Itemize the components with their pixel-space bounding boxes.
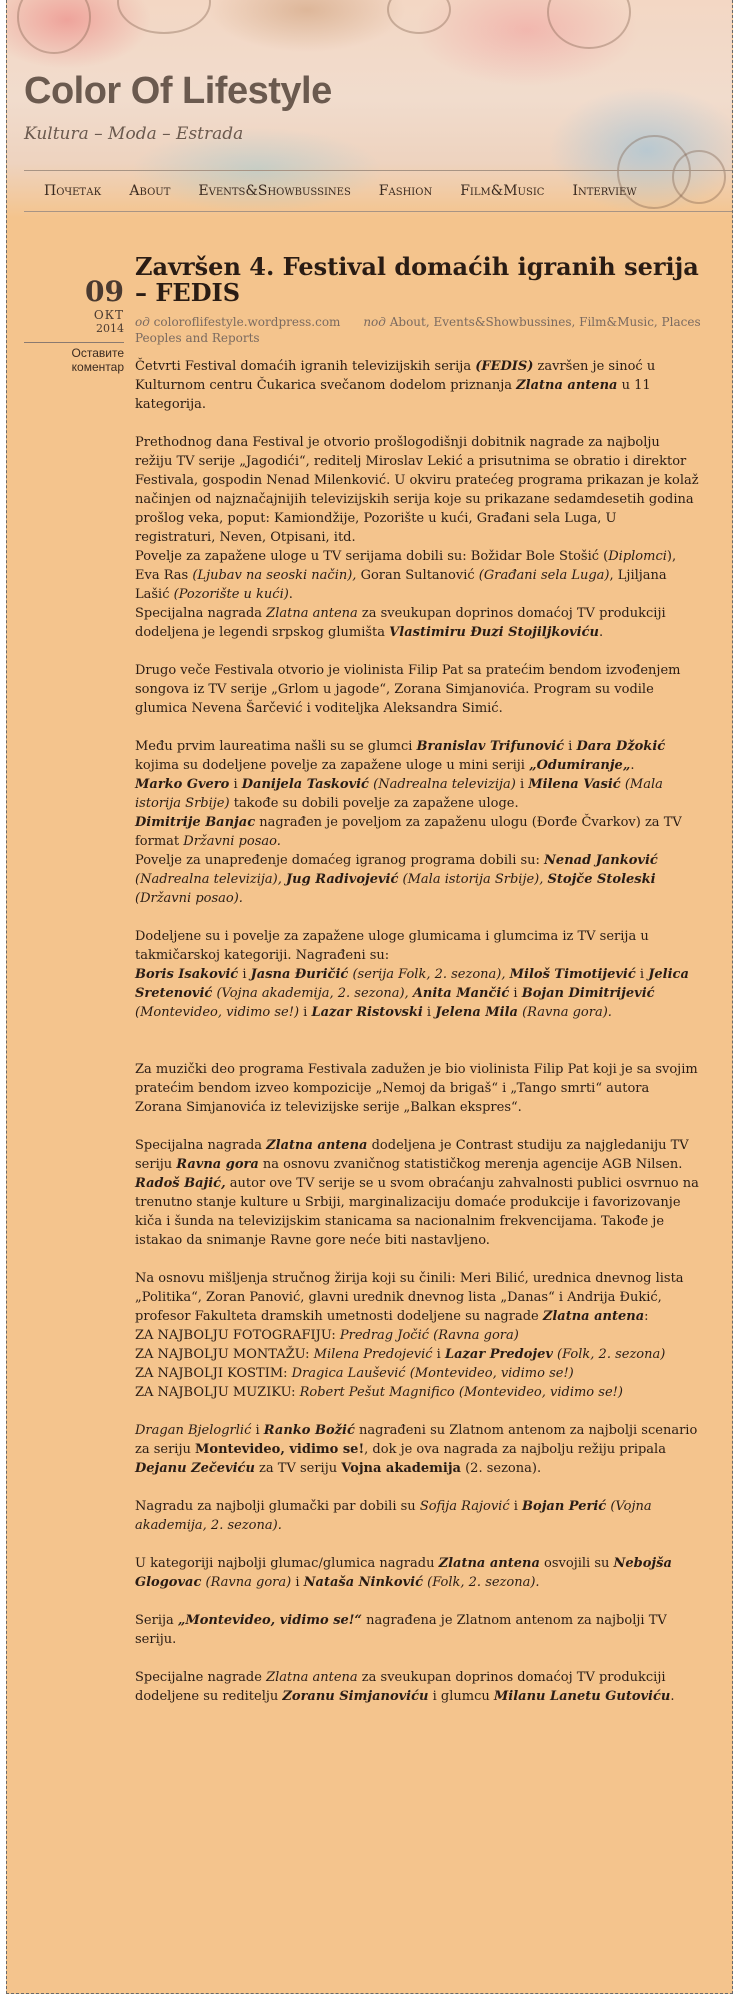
paragraph: Specijalna nagrada Zlatna antena za sveukupan doprinos domaćoj TV produkciji dodeljena je legendi srpskog glumišta Vlastimiru Đuzi Stojiljkoviću. — [135, 606, 666, 640]
paragraph: Povelje za zapažene uloge u TV serijama dobili su: Božidar Bole Stošić (Diplomci), Eva Ras (Ljubav na seoski način), Goran Sultanović (Građani sela Luga), Ljiljana Lašić (Pozorište u kući). — [135, 549, 677, 602]
paragraph: Dragan Bjelogrlić i Ranko Božić nagrađeni su Zlatnom antenom za najbolji scenario za seriju Montevideo, vidimo se!, dok je ova nagrada za najbolju režiju pripala Dejanu Zečeviću za TV seriju Vojna akademija (2. sezona). — [135, 1423, 698, 1476]
paragraph: Radoš Bajić, autor ove TV serije se u svom obraćanju zahvalnosti publici osvrnuo na trenutno stanje kulture u Srbiji, marginalizaciju domaće produkcije i favorizovanje kiča i šunda na televizijskim stanicama sa nacionalnim frekvencijama. Takođe je istakao da snimanje Ravne gore neće biti nastavljeno. — [135, 1176, 699, 1248]
paragraph: Specijalne nagrade Zlatna antena za sveukupan doprinos domaćoj TV produkciji dodeljene su reditelju Zoranu Simjanoviću i glumcu Milanu Lanetu Gutoviću. — [135, 1670, 675, 1704]
award-line: ZA NAJBOLJU MUZIKU: Robert Pešut Magnifico (Montevideo, vidimo se!) — [135, 1385, 623, 1400]
decorative-swirl — [17, 0, 91, 54]
paragraph: Dimitrije Banjac nagrađen je poveljom za zapaženu ulogu (Đorđe Čvarkov) za TV format Državni posao. — [135, 815, 682, 849]
paragraph: Drugo veče Festivala otvorio je violinista Filip Pat sa pratećim bendom izvođenjem songova iz TV serije „Grlom u jagode“, Zorana Simjanovića. Program su vodile glumica Nevena Šarčević i voditeljka Aleksandra Simić. — [135, 663, 681, 716]
paragraph: Na osnovu mišljenja stručnog žirija koji su činili: Meri Bilić, urednica dnevnog lista „Politika“, Zoran Panović, glavni urednik dnevnog lista „Danas“ i Andrija Đukić, profesor Fakulteta dramskih umetnosti dodeljene su nagrade Zlatna antena: — [135, 1271, 684, 1324]
post-title[interactable]: Završen 4. Festival domaćih igranih serija – FEDIS — [135, 252, 699, 307]
paragraph: Četvrti Festival domaćih igranih televizijskih serija (FEDIS) završen je sinoć u Kulturnom centru Čukarica svečanom dodelom priznanja Zlatna antena u 11 kategorija. — [135, 359, 656, 412]
decorative-swirl — [387, 0, 451, 34]
nav-item-about[interactable]: About — [129, 183, 171, 199]
site-tagline: Kultura – Moda – Estrada — [24, 124, 244, 144]
decorative-swirl — [547, 0, 631, 49]
post-date — [24, 275, 124, 335]
decorative-swirl — [117, 0, 211, 34]
award-line: ZA NAJBOLJU FOTOGRAFIJU: Predrag Jočić (Ravna gora) — [135, 1328, 519, 1343]
leave-comment-link[interactable]: Оставите коментар — [24, 342, 124, 374]
award-line: ZA NAJBOLJI KOSTIM: Dragica Laušević (Montevideo, vidimo se!) — [135, 1366, 574, 1381]
nav-item-interview[interactable]: Interview — [572, 183, 637, 199]
author-label: од — [135, 315, 150, 329]
award-line: ZA NAJBOLJU MONTAŽU: Milena Predojević i Lazar Predojev (Folk, 2. sezona) — [135, 1347, 666, 1362]
site-title[interactable]: Color Of Lifestyle — [24, 70, 332, 112]
paragraph: Prethodnog dana Festival je otvorio prošlogodišnji dobitnik nagrade za najbolju režiju TV serije „Jagodići“, reditelj Miroslav Lekić a prisutnima se obratio i direktor Festivala, gospodin Nenad Milenković. U okviru pratećeg programa prikazan je kolaž načinjen od najznačajnijih televizijskih serija koje su prikazane sedamdesetih godina prošlog veka, poput: Kamiondžije, Pozorište u kući, Građani sela Luga, U registraturi, Neven, Otpisani, itd. — [135, 435, 699, 545]
page — [6, 0, 733, 1994]
post-date-month: ОКТ — [93, 308, 124, 322]
paragraph: Marko Gvero i Danijela Tasković (Nadrealna televizija) i Milena Vasić (Mala istorija Srbije) takođe su dobili povelje za zapažene uloge. — [135, 777, 663, 811]
paragraph: Specijalna nagrada Zlatna antena dodeljena je Contrast studiju za najgledaniju TV seriju Ravna gora na osnovu zvaničnog statističkog merenja agencije AGB Nilsen. — [135, 1138, 689, 1172]
post-date-year: 2014 — [96, 322, 124, 335]
paragraph: Serija „Montevideo, vidimo se!“ nagrađena je Zlatnom antenom za najbolji TV seriju. — [135, 1613, 667, 1647]
paragraph: Među prvim laureatima našli su se glumci Branislav Trifunović i Dara Džokić kojima su dodeljene povelje za zapažene uloge u mini seriji „Odumiranje„. — [135, 739, 666, 773]
author-link[interactable]: coloroflifestyle.wordpress.com — [153, 315, 341, 329]
category-links[interactable]: About, Events&Showbussines, Film&Music, Places Peoples and Reports — [135, 315, 701, 345]
paragraph: Dodeljene su i povelje za zapažene uloge glumicama i glumcima iz TV serija u takmičarskoj kategoriji. Nagrađeni su: Boris Isaković i Jasna Đuričić (serija Folk, 2. sezona), Miloš Timotijević i Jelica Sretenović (Vojna akademija, 2. sezona), Anita Mančić i Bojan Dimitrijević (Montevideo, vidimo se!) i Lazar Ristovski i Jelena Mila (Ravna gora). — [135, 929, 689, 1020]
header-banner — [7, 0, 732, 218]
paragraph: Za muzički deo programa Festivala zadužen je bio violinista Filip Pat koji je sa svojim pratećim bendom izveo kompozicije „Nemoj da brigaš“ i „Tango smrti“ autora Zorana Simjanovića iz televizijske serije „Balkan ekspres“. — [135, 1062, 698, 1115]
post-content — [135, 357, 700, 1725]
nav-item-fashion[interactable]: Fashion — [378, 183, 433, 199]
post-meta — [135, 314, 710, 346]
category-label: под — [363, 315, 386, 329]
main-navigation — [24, 170, 732, 212]
post-date-day: 09 — [85, 275, 124, 308]
nav-item-film-music[interactable]: Film&Music — [460, 183, 545, 199]
nav-item-events[interactable]: Events&Showbussines — [198, 183, 351, 199]
paragraph: U kategoriji najbolji glumac/glumica nagradu Zlatna antena osvojili su Nebojša Glogovac (Ravna gora) i Nataša Ninković (Folk, 2. sezona). — [135, 1556, 672, 1590]
paragraph: Povelje za unapređenje domaćeg igranog programa dobili su: Nenad Janković (Nadrealna televizija), Jug Radivojević (Mala istorija Srbije), Stojče Stoleski (Državni posao). — [135, 853, 658, 906]
nav-item-home[interactable]: Почетак — [44, 183, 102, 199]
paragraph: Nagradu za najbolji glumački par dobili su Sofija Rajović i Bojan Perić (Vojna akademija, 2. sezona). — [135, 1499, 652, 1533]
